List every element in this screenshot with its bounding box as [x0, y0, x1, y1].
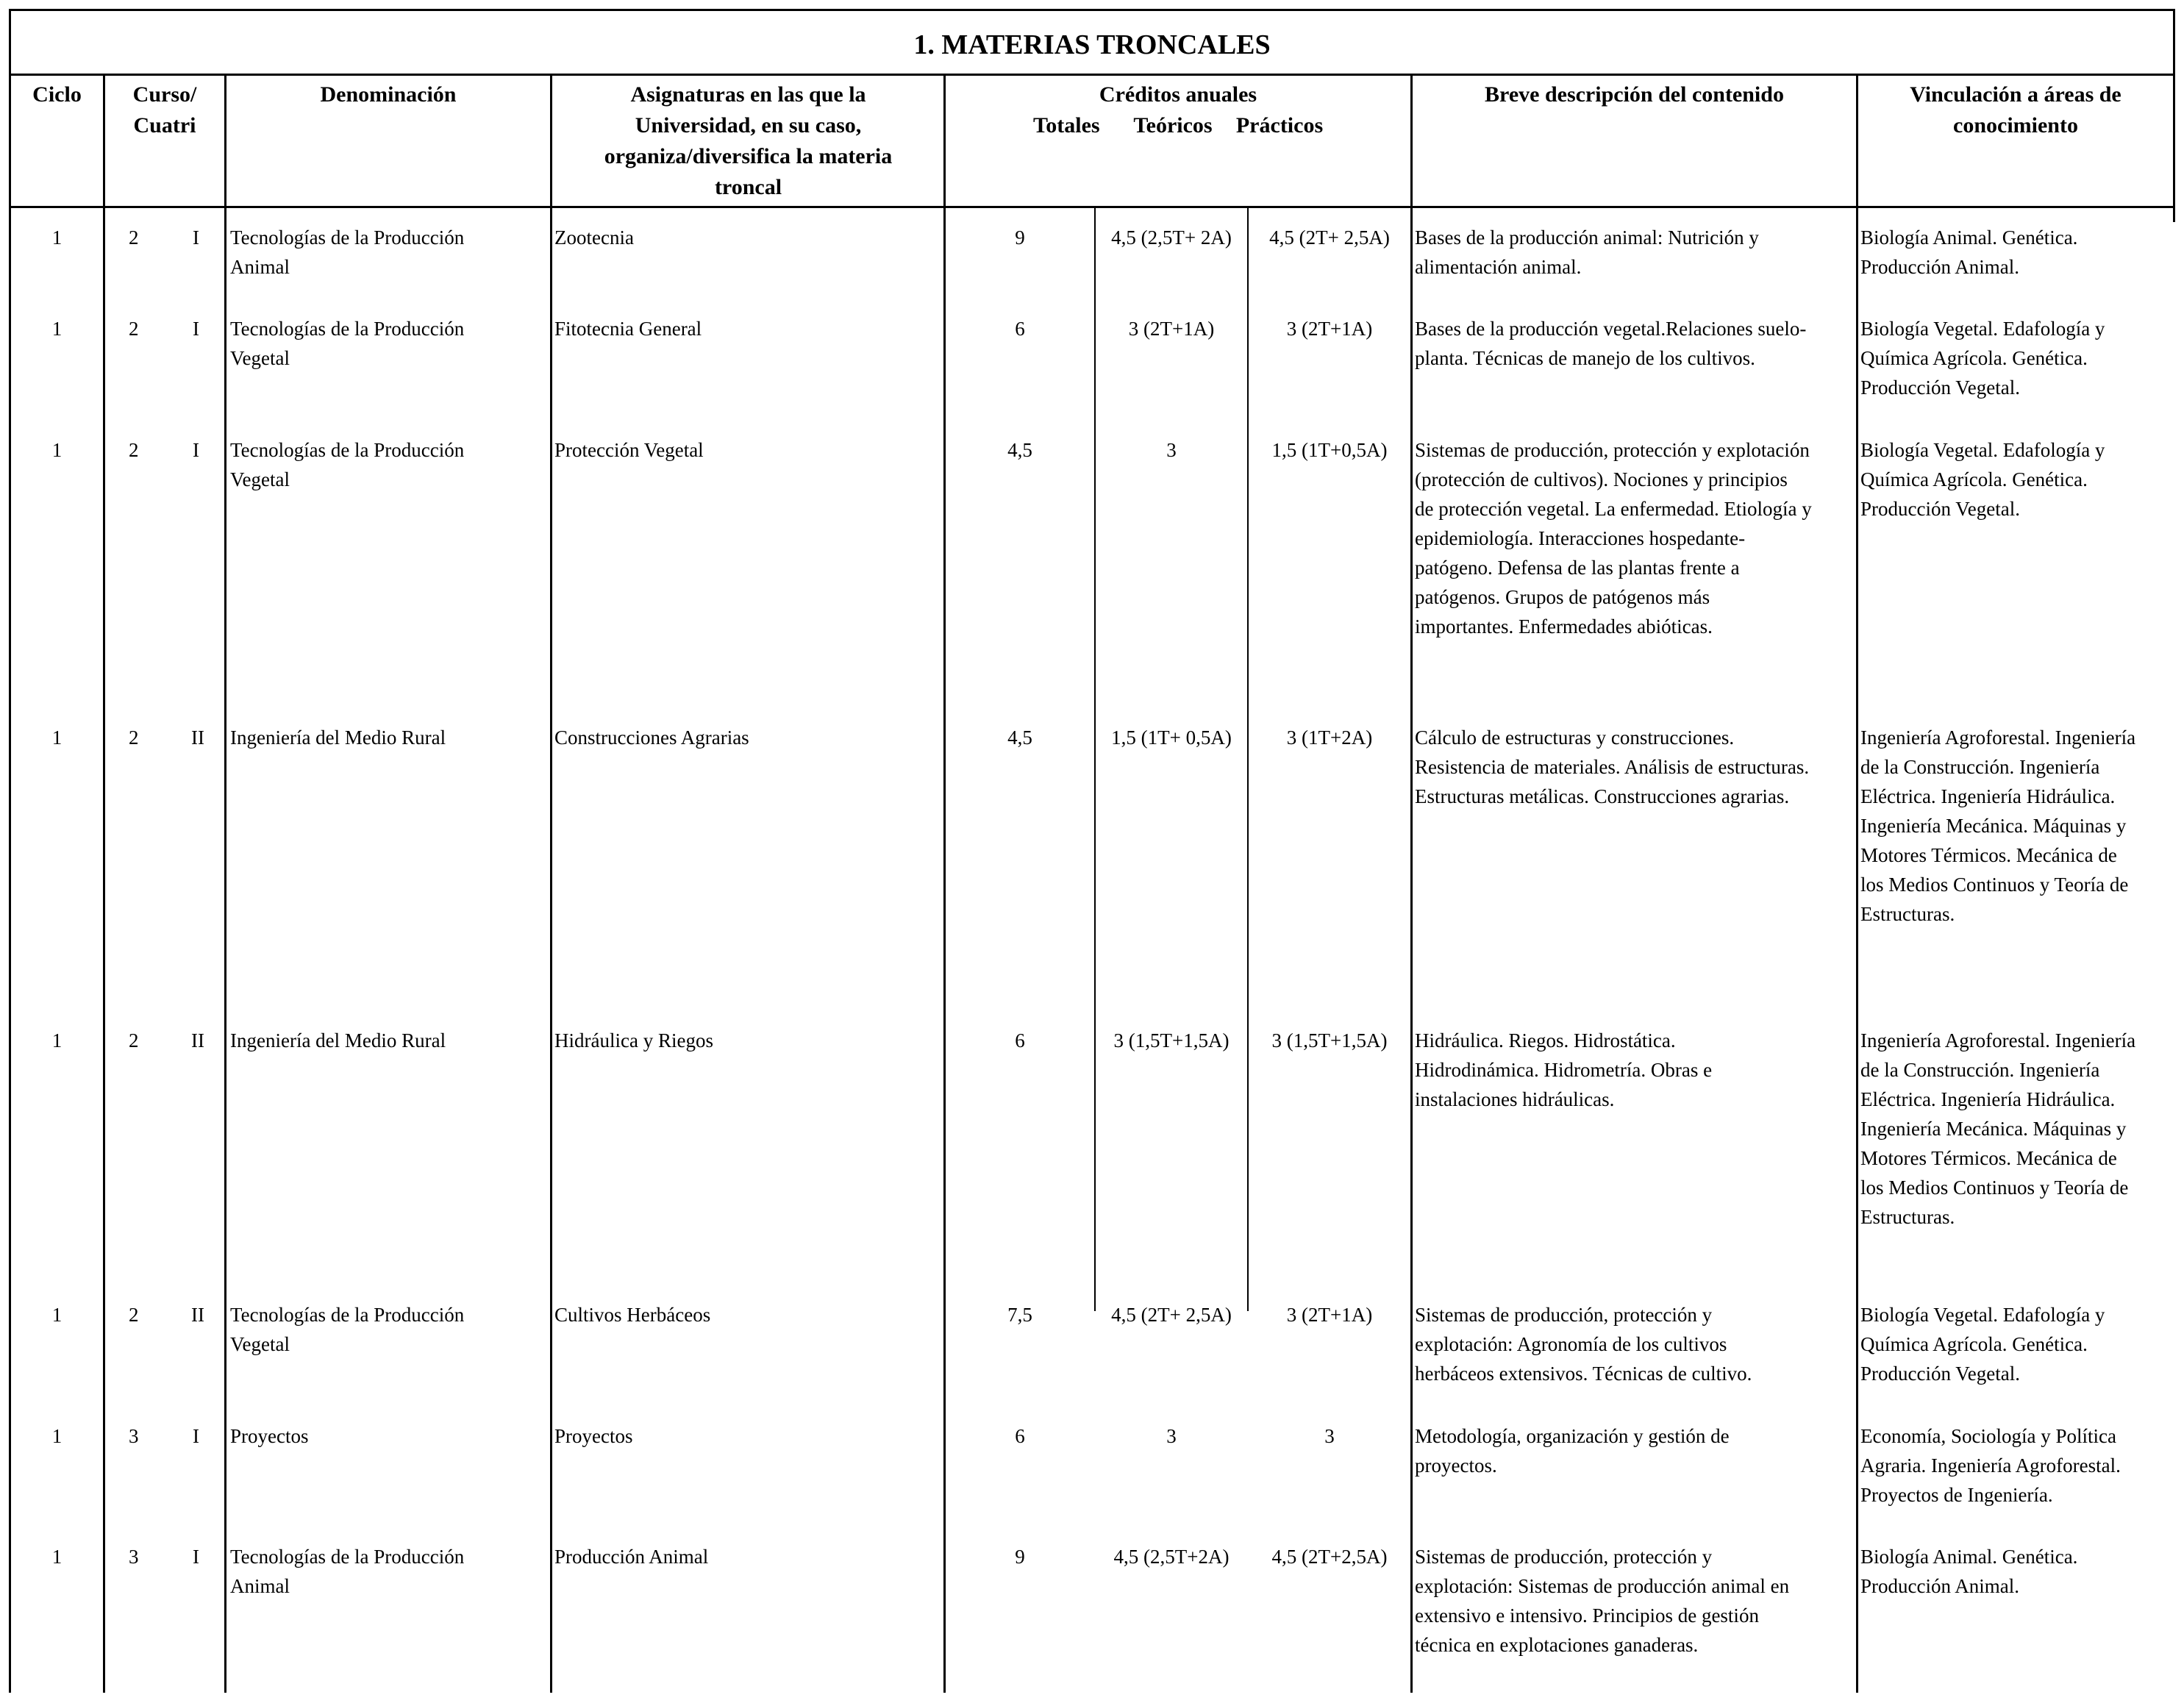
- header-vinculacion: Vinculación a áreas de conocimiento: [1910, 82, 2121, 138]
- header-denominacion: Denominación: [320, 82, 457, 107]
- row-5-asignatura: Hidráulica y Riegos: [554, 1029, 713, 1052]
- row-5-vinculacion: Ingeniería Agroforestal. Ingeniería de la Construcción. Ingeniería Eléctrica. Ingeniería Hidráulica. Ingeniería Mecánica. Máquinas y Motores Térmicos. Mecánica de los Medios Continuos y Teoría de Estructuras.: [1860, 1029, 2136, 1228]
- row-3-denominacion: Tecnologías de la Producción Vegetal: [230, 439, 465, 490]
- row-8-cuatri: I: [193, 1546, 199, 1568]
- row-6-ciclo: 1: [51, 1304, 63, 1326]
- header-practicos: Prácticos: [1235, 113, 1324, 138]
- row-7-cuatri: I: [193, 1425, 199, 1447]
- row-7-teoricos: 3: [1166, 1425, 1177, 1447]
- row-1-totales: 9: [1015, 226, 1025, 249]
- row-3-teoricos: 3: [1166, 439, 1177, 461]
- row-2-cuatri: I: [193, 318, 199, 340]
- row-5-teoricos: 3 (1,5T+1,5A): [1113, 1029, 1230, 1052]
- row-8-vinculacion: Biología Animal. Genética. Producción Animal.: [1860, 1546, 2078, 1597]
- row-6-denominacion: Tecnologías de la Producción Vegetal: [230, 1304, 465, 1355]
- row-2-curso: 2: [129, 318, 139, 340]
- row-6-cuatri: II: [191, 1304, 204, 1326]
- row-1-ciclo: 1: [51, 226, 63, 249]
- row-8-denominacion: Tecnologías de la Producción Animal: [230, 1546, 465, 1597]
- row-4-denominacion: Ingeniería del Medio Rural: [230, 726, 446, 749]
- row-7-practicos: 3: [1324, 1425, 1335, 1447]
- row-8-totales: 9: [1015, 1546, 1025, 1568]
- col-sep: [103, 74, 105, 1693]
- row-5-descripcion: Hidráulica. Riegos. Hidrostática. Hidrodinámica. Hidrometría. Obras e instalaciones hidráulicas.: [1415, 1029, 1713, 1110]
- row-1-curso: 2: [129, 226, 139, 249]
- row-4-vinculacion: Ingeniería Agroforestal. Ingeniería de la Construcción. Ingeniería Eléctrica. Ingeniería Hidráulica. Ingeniería Mecánica. Máquinas y Motores Térmicos. Mecánica de los Medios Continuos y Teoría de Estructuras.: [1860, 726, 2136, 925]
- row-8-practicos: 4,5 (2T+2,5A): [1271, 1546, 1388, 1568]
- row-6-curso: 2: [129, 1304, 139, 1326]
- header-creditos: Créditos anuales: [1099, 82, 1257, 107]
- row-5-cuatri: II: [191, 1029, 204, 1052]
- row-8-ciclo: 1: [51, 1546, 63, 1568]
- row-3-practicos: 1,5 (1T+0,5A): [1271, 439, 1388, 461]
- row-7-asignatura: Proyectos: [554, 1425, 633, 1447]
- row-8-descripcion: Sistemas de producción, protección y explotación: Sistemas de producción animal en extensivo e intensivo. Principios de gestión técnica en explotaciones ganaderas.: [1415, 1546, 1790, 1656]
- row-3-cuatri: I: [193, 439, 199, 461]
- row-4-ciclo: 1: [51, 726, 63, 749]
- row-5-practicos: 3 (1,5T+1,5A): [1271, 1029, 1388, 1052]
- row-1-cuatri: I: [193, 226, 199, 249]
- row-6-practicos: 3 (2T+1A): [1286, 1304, 1373, 1326]
- row-7-ciclo: 1: [51, 1425, 63, 1447]
- header-teoricos: Teóricos: [1133, 113, 1213, 138]
- row-4-totales: 4,5: [1007, 726, 1032, 749]
- row-4-asignatura: Construcciones Agrarias: [554, 726, 749, 749]
- col-sep: [1856, 74, 1858, 1693]
- row-5-ciclo: 1: [51, 1029, 63, 1052]
- row-7-totales: 6: [1015, 1425, 1025, 1447]
- table-frame-top: [9, 9, 2175, 11]
- row-4-teoricos: 1,5 (1T+ 0,5A): [1111, 726, 1232, 749]
- row-6-asignatura: Cultivos Herbáceos: [554, 1304, 711, 1326]
- row-6-descripcion: Sistemas de producción, protección y explotación: Agronomía de los cultivos herbáceos extensivos. Técnicas de cultivo.: [1415, 1304, 1752, 1385]
- header-asignaturas: Asignaturas en las que la Universidad, en su caso, organiza/diversifica la materia troncal: [604, 82, 893, 199]
- row-1-asignatura: Zootecnia: [554, 226, 634, 249]
- row-4-curso: 2: [129, 726, 139, 749]
- col-sep: [1410, 74, 1413, 1693]
- row-2-ciclo: 1: [51, 318, 63, 340]
- row-1-practicos: 4,5 (2T+ 2,5A): [1269, 226, 1390, 249]
- row-6-teoricos: 4,5 (2T+ 2,5A): [1111, 1304, 1232, 1326]
- row-7-denominacion: Proyectos: [230, 1425, 309, 1447]
- row-1-denominacion: Tecnologías de la Producción Animal: [230, 226, 465, 278]
- row-2-practicos: 3 (2T+1A): [1286, 318, 1373, 340]
- row-1-vinculacion: Biología Animal. Genética. Producción Animal.: [1860, 226, 2078, 278]
- row-6-vinculacion: Biología Vegetal. Edafología y Química Agrícola. Genética. Producción Vegetal.: [1860, 1304, 2105, 1385]
- col-sep: [550, 74, 552, 1693]
- row-8-curso: 3: [129, 1546, 139, 1568]
- row-3-ciclo: 1: [51, 439, 63, 461]
- row-3-vinculacion: Biología Vegetal. Edafología y Química Agrícola. Genética. Producción Vegetal.: [1860, 439, 2105, 520]
- row-2-asignatura: Fitotecnia General: [554, 318, 702, 340]
- header-ciclo: Ciclo: [32, 82, 82, 107]
- row-8-teoricos: 4,5 (2,5T+2A): [1113, 1546, 1230, 1568]
- row-1-descripcion: Bases de la producción animal: Nutrición y alimentación animal.: [1415, 226, 1759, 278]
- row-2-denominacion: Tecnologías de la Producción Vegetal: [230, 318, 465, 369]
- row-5-denominacion: Ingeniería del Medio Rural: [230, 1029, 446, 1052]
- row-3-totales: 4,5: [1007, 439, 1032, 461]
- row-3-descripcion: Sistemas de producción, protección y explotación (protección de cultivos). Nociones y principios de protección vegetal. La enfermedad. Etiología y epidemiología. Interacciones hospedante- patógeno. Defensa de las plantas frente a patógenos. Grupos de patógenos más importantes. Enfermedades abióticas.: [1415, 439, 1812, 638]
- col-sep-thin: [1247, 208, 1249, 1311]
- row-1-teoricos: 4,5 (2,5T+ 2A): [1111, 226, 1232, 249]
- header-curso: Curso/ Cuatri: [132, 82, 197, 138]
- title-rule: [9, 74, 2175, 76]
- col-sep: [224, 74, 226, 1693]
- row-4-descripcion: Cálculo de estructuras y construcciones. Resistencia de materiales. Análisis de estructuras. Estructuras metálicas. Construcciones agrarias.: [1415, 726, 1810, 807]
- row-4-cuatri: II: [191, 726, 204, 749]
- row-7-descripcion: Metodología, organización y gestión de proyectos.: [1415, 1425, 1730, 1477]
- row-3-asignatura: Protección Vegetal: [554, 439, 704, 461]
- table-title: 1. MATERIAS TRONCALES: [913, 29, 1271, 60]
- row-7-curso: 3: [129, 1425, 139, 1447]
- header-descripcion: Breve descripción del contenido: [1485, 82, 1784, 107]
- row-5-totales: 6: [1015, 1029, 1025, 1052]
- header-rule: [9, 206, 2175, 208]
- row-2-teoricos: 3 (2T+1A): [1128, 318, 1215, 340]
- row-8-asignatura: Producción Animal: [554, 1546, 709, 1568]
- row-5-curso: 2: [129, 1029, 139, 1052]
- row-4-practicos: 3 (1T+2A): [1286, 726, 1373, 749]
- row-2-totales: 6: [1015, 318, 1025, 340]
- row-7-vinculacion: Economía, Sociología y Política Agraria. Ingeniería Agroforestal. Proyectos de Ingeniería.: [1860, 1425, 2121, 1506]
- row-2-descripcion: Bases de la producción vegetal.Relaciones suelo- planta. Técnicas de manejo de los cultivos.: [1415, 318, 1807, 369]
- row-3-curso: 2: [129, 439, 139, 461]
- col-sep-thin: [1094, 208, 1096, 1311]
- row-6-totales: 7,5: [1007, 1304, 1032, 1326]
- row-2-vinculacion: Biología Vegetal. Edafología y Química Agrícola. Genética. Producción Vegetal.: [1860, 318, 2105, 399]
- header-totales: Totales: [1033, 113, 1100, 138]
